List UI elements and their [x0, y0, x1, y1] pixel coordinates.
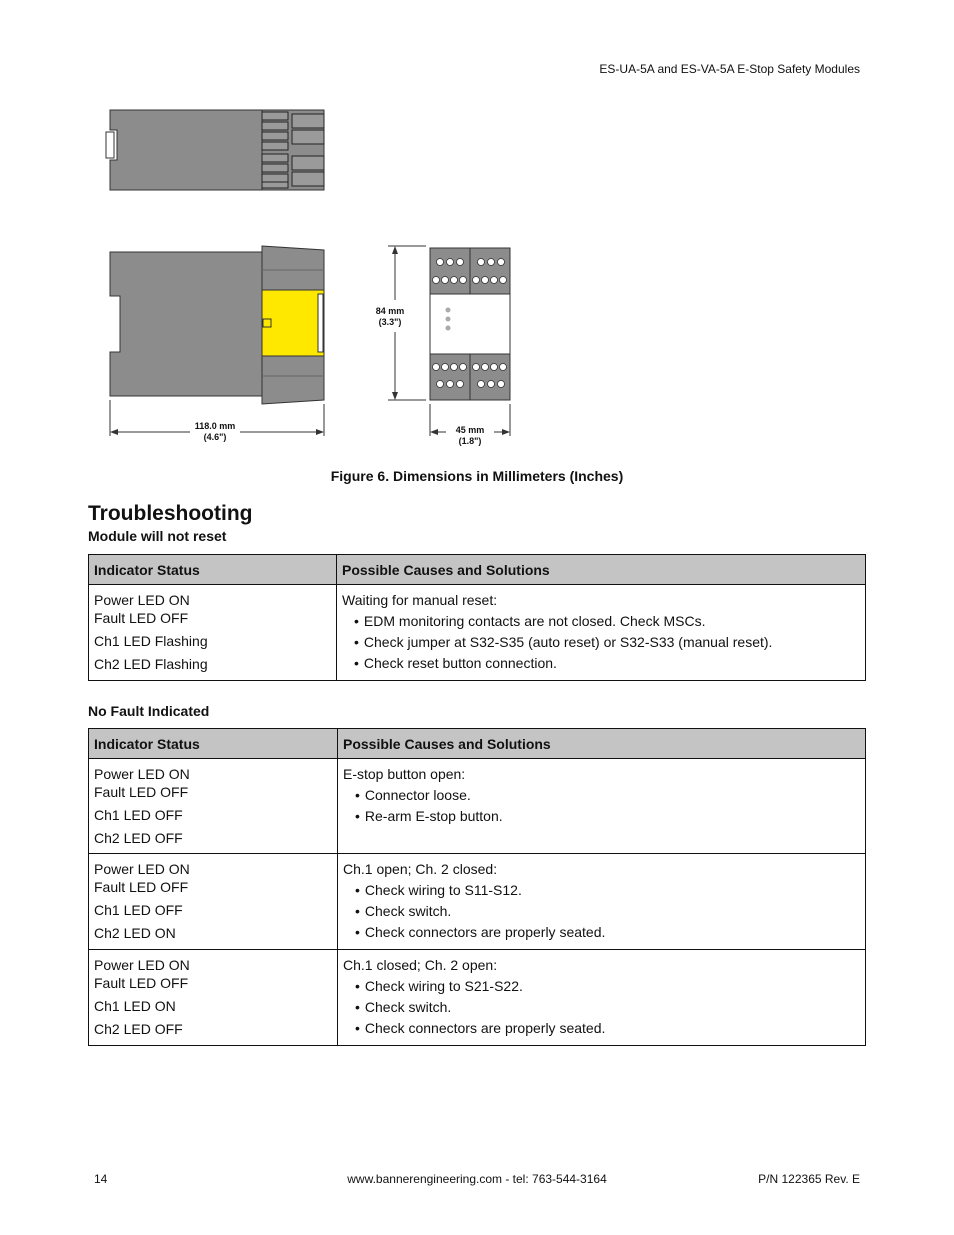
solution-item: • Check wiring to S21-S22. [355, 976, 860, 997]
column-header-indicator-status: Indicator Status [89, 555, 337, 585]
depth-mm: 45 mm [455, 425, 485, 435]
status-line: Ch2 LED ON [94, 925, 176, 941]
height-dimension-label [360, 306, 420, 328]
dimension-figure [0, 0, 954, 460]
page-number: 14 [94, 1172, 108, 1186]
column-header-indicator-status: Indicator Status [89, 729, 338, 759]
status-line: Ch2 LED Flashing [94, 656, 208, 672]
width-in: (4.6") [203, 432, 227, 442]
table2-heading: No Fault Indicated [88, 703, 210, 719]
status-line: Ch1 LED ON [94, 998, 176, 1014]
status-line: Power LED ON [94, 861, 190, 877]
table-row [89, 585, 866, 681]
solution-item: • EDM monitoring contacts are not closed. Check MSCs. [354, 611, 860, 632]
indicator-status-cell [89, 759, 338, 854]
table-row [89, 759, 866, 854]
indicator-status-cell [89, 950, 338, 1046]
cause-intro: E-stop button open: [343, 766, 466, 782]
cause-intro: Ch.1 closed; Ch. 2 open: [343, 957, 498, 973]
status-line: Fault LED OFF [94, 975, 189, 991]
status-line: Fault LED OFF [94, 610, 189, 626]
status-line: Power LED ON [94, 592, 190, 608]
footer-contact: www.bannerengineering.com - tel: 763-544-3164 [347, 1172, 607, 1186]
height-in: (3.3") [378, 317, 402, 327]
table-module-will-not-reset [88, 554, 866, 681]
depth-in: (1.8") [458, 436, 482, 446]
solution-item: • Re-arm E-stop button. [355, 806, 860, 827]
causes-cell [338, 950, 866, 1046]
status-line: Ch1 LED Flashing [94, 633, 208, 649]
table-row [89, 950, 866, 1046]
status-line: Ch2 LED OFF [94, 1021, 183, 1037]
width-mm: 118.0 mm [194, 421, 236, 431]
status-line: Ch1 LED OFF [94, 807, 183, 823]
front-view-drawing [388, 246, 510, 436]
solution-item: • Check switch. [355, 901, 860, 922]
column-header-causes-solutions: Possible Causes and Solutions [338, 729, 866, 759]
solution-item: • Check wiring to S11-S12. [355, 880, 860, 901]
table1-heading: Module will not reset [88, 528, 227, 544]
solution-item: • Check jumper at S32-S35 (auto reset) or S32-S33 (manual reset). [354, 632, 860, 653]
solution-item: • Check reset button connection. [354, 653, 860, 674]
solution-item: • Check switch. [355, 997, 860, 1018]
indicator-status-cell [89, 854, 338, 950]
running-header: ES-UA-5A and ES-VA-5A E-Stop Safety Modules [599, 62, 860, 76]
height-mm: 84 mm [375, 306, 405, 316]
column-header-causes-solutions: Possible Causes and Solutions [337, 555, 866, 585]
status-line: Fault LED OFF [94, 879, 189, 895]
figure-caption: Figure 6. Dimensions in Millimeters (Inches) [330, 468, 624, 484]
solution-item: • Check connectors are properly seated. [355, 922, 860, 943]
solution-item: • Check connectors are properly seated. [355, 1018, 860, 1039]
width-dimension-label [180, 421, 250, 443]
status-line: Fault LED OFF [94, 784, 189, 800]
solution-item: • Connector loose. [355, 785, 860, 806]
table-no-fault-indicated [88, 728, 866, 1046]
causes-cell [338, 759, 866, 854]
side-view-drawing [110, 246, 324, 436]
cause-intro: Ch.1 open; Ch. 2 closed: [343, 861, 498, 877]
table-row [89, 854, 866, 950]
indicator-status-cell [89, 585, 337, 681]
status-line: Ch1 LED OFF [94, 902, 183, 918]
status-line: Power LED ON [94, 766, 190, 782]
causes-cell [338, 854, 866, 950]
section-title: Troubleshooting [88, 502, 253, 525]
depth-dimension-label [438, 425, 502, 447]
causes-cell [337, 585, 866, 681]
part-number: P/N 122365 Rev. E [758, 1172, 860, 1186]
top-view-drawing [106, 110, 324, 190]
status-line: Power LED ON [94, 957, 190, 973]
status-line: Ch2 LED OFF [94, 830, 183, 846]
cause-intro: Waiting for manual reset: [342, 592, 498, 608]
